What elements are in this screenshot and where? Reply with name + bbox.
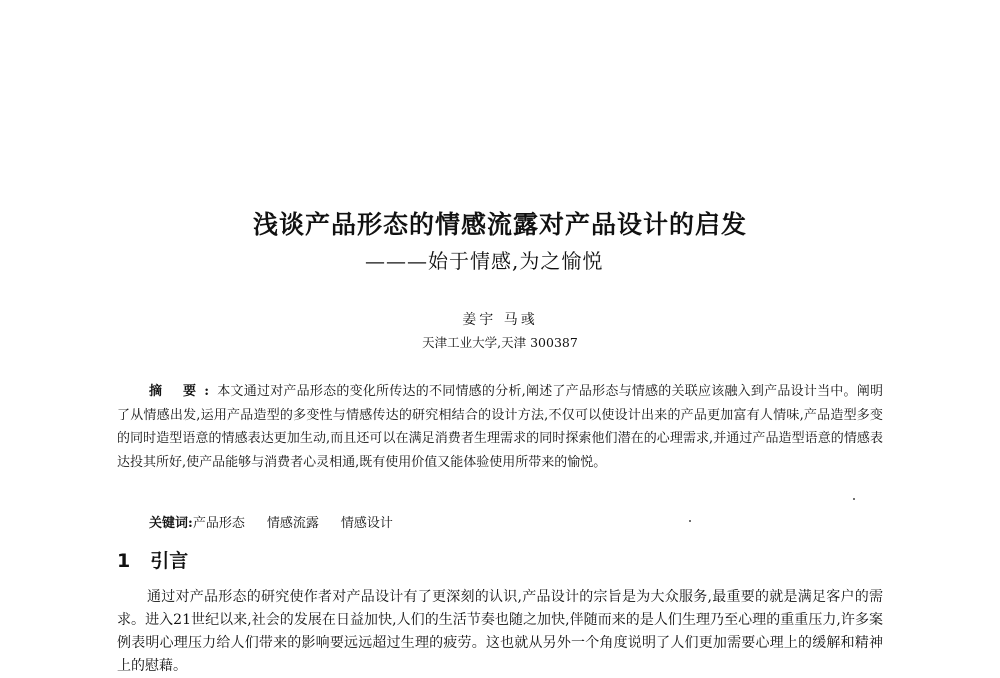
paper-authors: 姜宇 马彧 <box>462 312 538 328</box>
body-paragraph: 通过对产品形态的研究使作者对产品设计有了更深刻的认识,产品设计的宗旨是为大众服务,最重要的就是满足客户的需求。进入21世纪以来,社会的发展在日益加快,人们的生活节奏也随之加快,伴随而来的是人们生理乃至心理的重重压力,许多案例表明心理压力给人们带来的影响要远远超过生理的疲劳。这也就从另外一个角度说明了人们更加需要心理上的缓解和精神上的慰藉。 <box>117 589 883 674</box>
paper-title: 浅谈产品形态的情感流露对产品设计的启发 <box>252 210 747 239</box>
keyword-item: 情感设计 <box>340 516 393 531</box>
scan-speck <box>689 520 691 522</box>
keywords <box>149 512 415 531</box>
abstract-text: 本文通过对产品形态的变化所传达的不同情感的分析,阐述了产品形态与情感的关联应该融入到产品设计当中。阐明了从情感出发,运用产品造型的多变性与情感传达的研究相结合的设计方法,不仅可以使设计出来的产品更加富有人情味,产品造型多变的同时造型语意的情感表达更加生动,而且还可以在满足消费者生理需求的同时探索他们潜在的心理需求,并通过产品造型语意的情感表达投其所好,使产品能够与消费者心灵相通,既有使用价值又能体验使用所带来的愉悦。 <box>117 384 883 470</box>
section-title: 引言 <box>150 550 189 572</box>
abstract-label: 摘 要: <box>149 384 218 399</box>
abstract <box>117 380 883 474</box>
scan-speck <box>853 498 855 500</box>
keyword-item: 产品形态 <box>192 516 245 531</box>
paper-affiliation: 天津工业大学,天津 300387 <box>422 335 578 350</box>
paper-subtitle: ———始于情感,为之愉悦 <box>365 249 604 273</box>
section-number: 1 <box>117 550 131 572</box>
section-heading <box>117 546 188 573</box>
keyword-item: 情感流露 <box>266 516 319 531</box>
keywords-label: 关键词: <box>149 516 193 531</box>
